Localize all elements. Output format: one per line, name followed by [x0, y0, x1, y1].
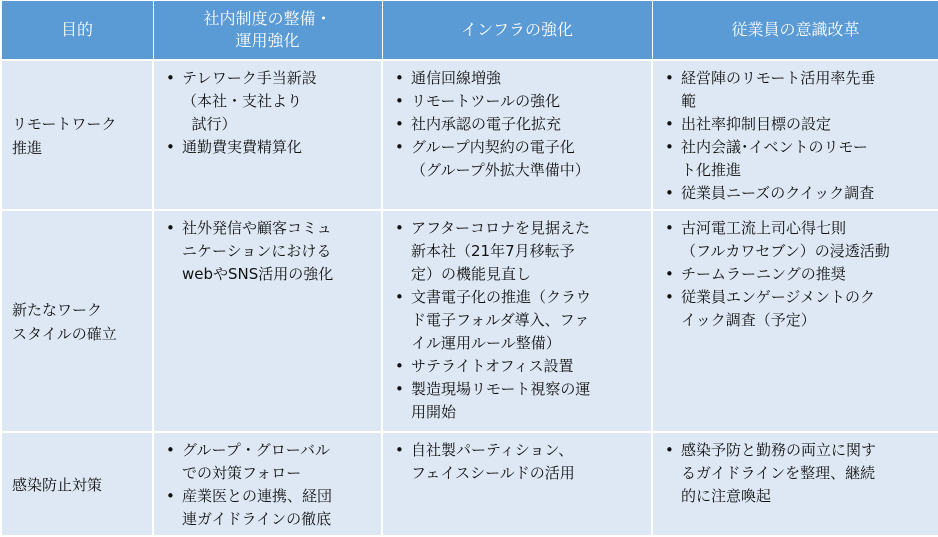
- list-item: • サテライトオフィス設置: [389, 355, 645, 378]
- list-item: • テレワーク手当新設 （本社・支社より 試行）: [160, 67, 375, 136]
- list-item: • 社内会議･イベントのリモー ト化推進: [659, 136, 932, 182]
- list-item: • 出社率抑制目標の設定: [659, 113, 932, 136]
- list-item: • 感染予防と勤務の両立に関す るガイドラインを整理、継続 的に注意喚起: [659, 439, 932, 508]
- list-item: • 自社製パーティション、 フェイスシールドの活用: [389, 439, 645, 485]
- cell-workstyle-internal: [153, 210, 382, 432]
- table-row-new-workstyle: [1, 210, 938, 432]
- row-label-new-workstyle: 新たなワーク スタイルの確立: [1, 210, 153, 432]
- list-item: • 製造現場リモート視察の運 用開始: [389, 378, 645, 424]
- cell-infection-infra: [382, 432, 652, 536]
- cell-workstyle-infra: [382, 210, 652, 432]
- header-row: [1, 1, 938, 61]
- list-item: • 社内承認の電子化拡充: [389, 113, 645, 136]
- list-item: • 文書電子化の推進（クラウ ド電子フォルダ導入、ファ イル運用ルール整備）: [389, 286, 645, 355]
- row-label-remote-work: リモートワーク 推進: [1, 60, 153, 210]
- cell-workstyle-awareness: [652, 210, 938, 432]
- cell-infection-internal: [153, 432, 382, 536]
- row-label-infection-prevention: 感染防止対策: [1, 432, 153, 536]
- list-item: • チームラーニングの推奨: [659, 263, 932, 286]
- list-item: • グループ・グローバル での対策フォロー: [160, 439, 375, 485]
- cell-remote-infra: [382, 60, 652, 210]
- cell-remote-internal: [153, 60, 382, 210]
- header-infrastructure: インフラの強化: [382, 1, 652, 61]
- header-internal-systems: 社内制度の整備・ 運用強化: [153, 1, 382, 61]
- list-item: • 産業医との連携、経団 連ガイドラインの徹底: [160, 485, 375, 531]
- list-item: • グループ内契約の電子化 （グループ外拡大準備中）: [389, 136, 645, 182]
- cell-infection-awareness: [652, 432, 938, 536]
- list-item: • 通勤費実費精算化: [160, 136, 375, 159]
- list-item: • 古河電工流上司心得七則 （フルカワセブン）の浸透活動: [659, 217, 932, 263]
- table-row-remote-work: [1, 60, 938, 210]
- header-employee-awareness: 従業員の意識改革: [652, 1, 938, 61]
- cell-remote-awareness: [652, 60, 938, 210]
- list-item: • 経営陣のリモート活用率先垂 範: [659, 67, 932, 113]
- list-item: • 従業員エンゲージメントのク イック調査（予定）: [659, 286, 932, 332]
- table-row-infection-prevention: [1, 432, 938, 536]
- list-item: • 社外発信や顧客コミュ ニケーションにおける webやSNS活用の強化: [160, 217, 375, 286]
- header-purpose: 目的: [1, 1, 153, 61]
- list-item: • アフターコロナを見据えた 新本社（21年7月移転予 定）の機能見直し: [389, 217, 645, 286]
- list-item: • リモートツールの強化: [389, 90, 645, 113]
- list-item: • 通信回線増強: [389, 67, 645, 90]
- list-item: • 従業員ニーズのクイック調査: [659, 182, 932, 205]
